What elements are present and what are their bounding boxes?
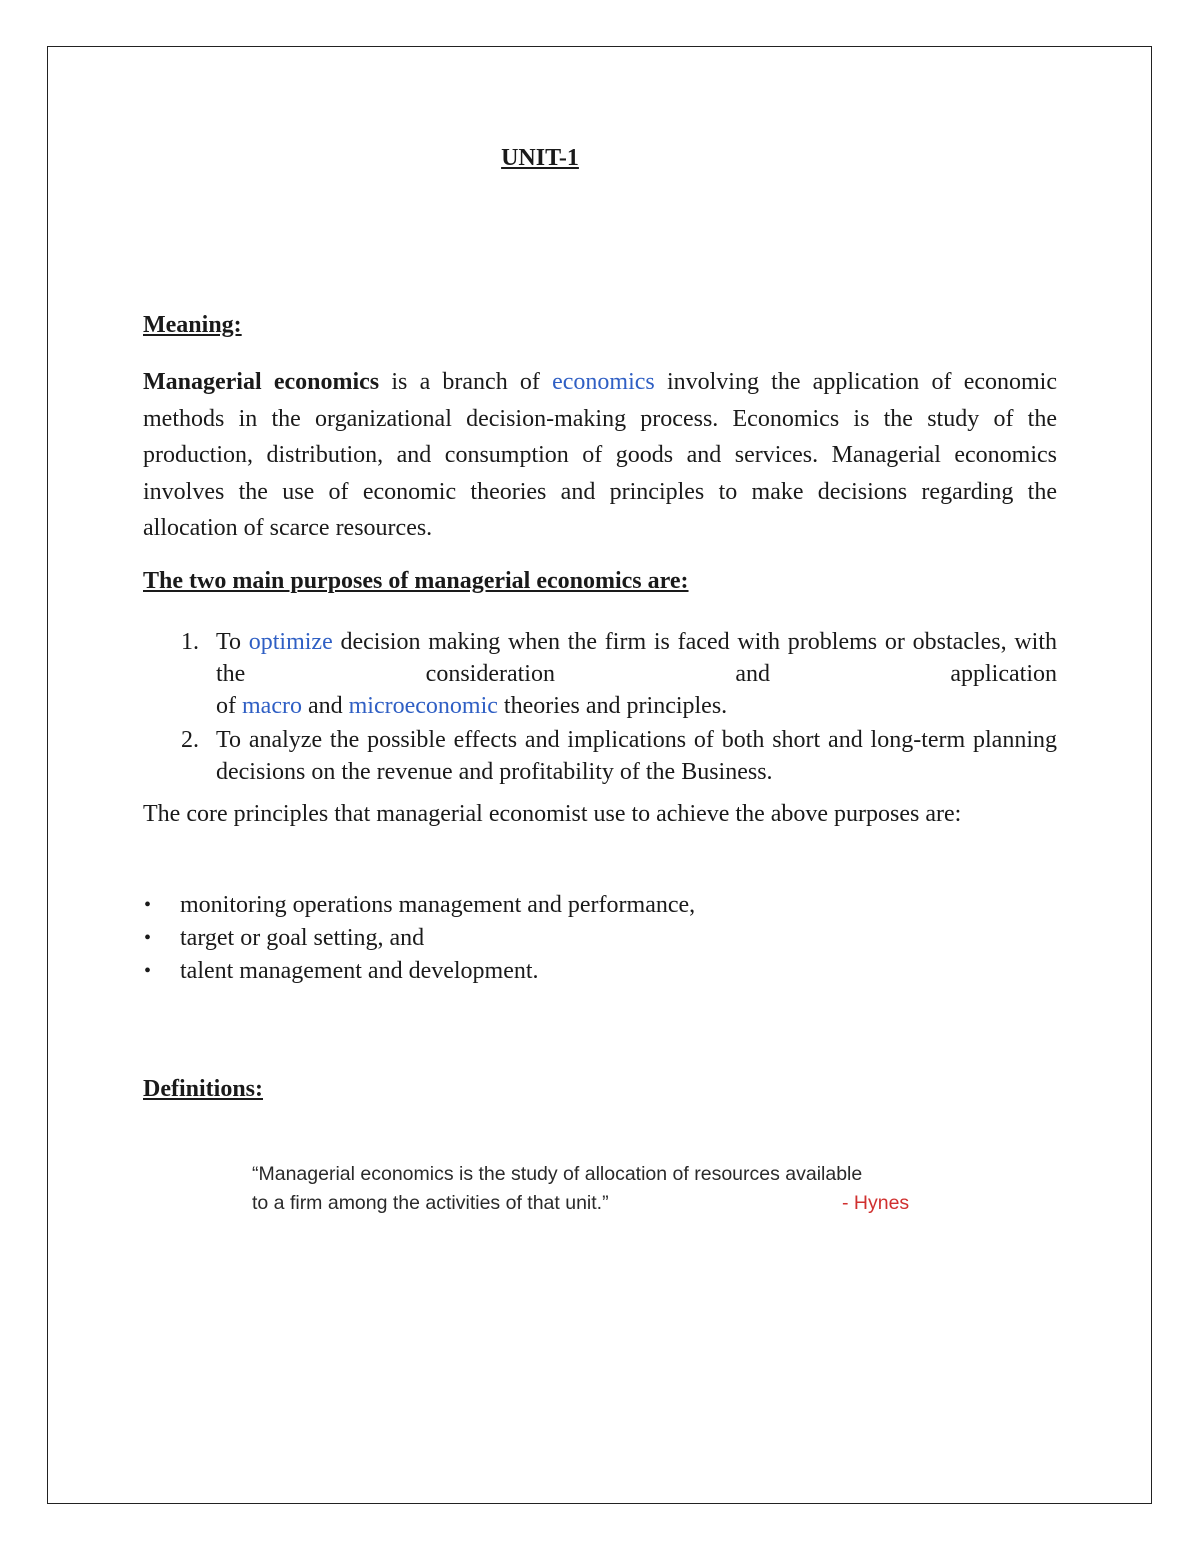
purpose-1-text-d: and [301, 693, 349, 719]
quote-line-1: “Managerial economics is the study of allocation of resources available [252, 1163, 863, 1185]
list-item [143, 889, 1057, 922]
purpose-1-text-a: To [216, 629, 249, 655]
link-macro[interactable]: macro [242, 693, 302, 719]
purpose-number-1: 1. [181, 629, 199, 655]
quote-line-2: to a firm among the activities of that unit.” [252, 1192, 609, 1214]
core-principles-list [143, 889, 1057, 988]
purposes-list [143, 626, 1057, 788]
link-microeconomic[interactable]: microeconomic [348, 693, 498, 719]
bullet-text: target or goal setting, and [180, 925, 425, 951]
definitions-heading: Definitions: [143, 1076, 263, 1102]
purpose-1-text-e: theories and principles. [497, 693, 728, 719]
purpose-item-1 [143, 626, 1057, 722]
link-optimize[interactable]: optimize [248, 629, 333, 655]
term-managerial-economics: Managerial economics [143, 369, 380, 395]
purpose-2-text: To analyze the possible effects and implications of both short and long-term planning decisions on the revenue and profitability of the Business. [216, 727, 1057, 785]
purpose-item-2 [143, 724, 1057, 788]
meaning-text-2: involving the application of economic methods in the organizational decision-making process. Economics is the study of the production, distribution, and consumption of goods and services. Managerial economics involves the use of economic theories and principles to make decisions regarding the allocation of scarce resources. [143, 369, 1057, 541]
meaning-text-1: is a branch of [379, 369, 553, 395]
meaning-heading: Meaning: [143, 312, 242, 338]
list-item [143, 955, 1057, 988]
purposes-heading: The two main purposes of managerial economics are: [143, 568, 689, 594]
bullet-icon: • [144, 927, 152, 949]
purpose-1-first-lines [216, 626, 1057, 690]
purpose-1-text-b: decision making when the firm is faced with problems or obstacles, with the consideration and application [216, 629, 1058, 687]
bullet-icon: • [144, 960, 152, 982]
core-principles-intro: The core principles that managerial economist use to achieve the above purposes are: [143, 801, 962, 827]
meaning-paragraph [143, 364, 1057, 547]
list-item [143, 922, 1057, 955]
purpose-number-2: 2. [181, 727, 199, 753]
bullet-text: talent management and development. [180, 958, 539, 984]
bullet-icon: • [144, 894, 152, 916]
quote-author: - Hynes [842, 1192, 910, 1214]
bullet-text: monitoring operations management and performance, [180, 892, 696, 918]
definition-quote [252, 1160, 982, 1218]
purpose-1-text-c: of [216, 693, 242, 719]
link-economics[interactable]: economics [552, 369, 655, 395]
page-title: UNIT-1 [501, 145, 579, 171]
